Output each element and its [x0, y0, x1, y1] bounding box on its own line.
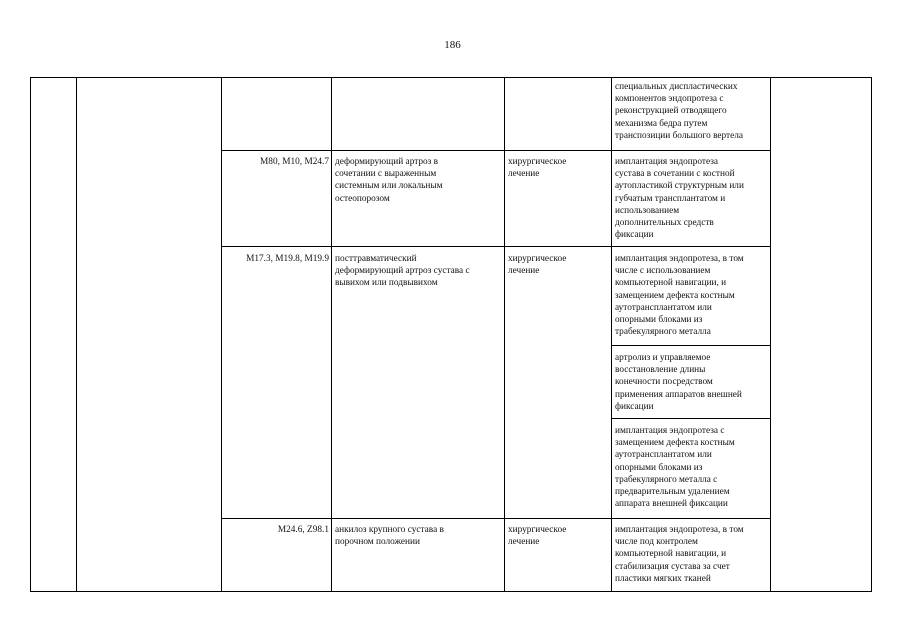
diagnosis-cell: посттравматический деформирующий артроз сустава с вывихом или подвывихом: [335, 254, 470, 289]
column-line-8: [871, 77, 872, 592]
row-separator-1: [221, 150, 771, 151]
subrow-separator-2: [611, 418, 771, 419]
column-line-5: [504, 77, 505, 592]
column-line-6: [611, 77, 612, 592]
method-cell: имплантация эндопротеза, в том числе под контролем компьютерной навигации, и стабилизация сустава за счет пластики мягких тканей: [615, 525, 744, 584]
row-separator-2: [221, 246, 771, 247]
method-cell: имплантация эндопротеза с замещением дефекта костным аутотрансплантатом или опорными блоками из трабекулярного металла с предварительным удалением аппарата внешней фиксации: [615, 426, 735, 510]
subrow-separator-1: [611, 345, 771, 346]
method-cell: артролиз и управляемое восстановление длины конечности посредством применения аппаратов внешней фиксации: [615, 353, 742, 412]
icd-codes-cell: M24.6, Z98.1: [277, 525, 329, 535]
diagnosis-cell: анкилоз крупного сустава в порочном положении: [335, 525, 444, 548]
table-bottom-border: [30, 591, 872, 592]
table-top-border: [30, 77, 872, 78]
icd-codes-cell: M80, M10, M24.7: [260, 157, 329, 167]
column-line-1: [30, 77, 31, 592]
diagnosis-cell: деформирующий артроз в сочетании с выраженным системным или локальным остеопорозом: [335, 157, 443, 204]
row-separator-3: [221, 518, 771, 519]
treatment-cell: хирургическое лечение: [508, 157, 567, 180]
treatment-cell: хирургическое лечение: [508, 254, 567, 277]
treatment-cell: хирургическое лечение: [508, 525, 567, 548]
method-cell: имплантация эндопротеза, в том числе с использованием компьютерной навигации, и замещением дефекта костным аутотрансплантатом или опорными блоками из трабекулярного металла: [615, 254, 744, 338]
column-line-2: [76, 77, 77, 592]
column-line-3: [221, 77, 222, 592]
page-number: 186: [444, 39, 461, 51]
method-cell: имплантация эндопротеза сустава в сочетании с костной аутопластикой структурным или губчатым трансплантатом и использованием дополнительных средств фиксации: [615, 157, 744, 241]
column-line-4: [331, 77, 332, 592]
icd-codes-cell: M17.3, M19.8, M19.9: [246, 254, 329, 264]
method-cell: специальных диспластических компонентов эндопротеза с реконструкцией отводящего механизма бедра путем транспозиции большого вертела: [615, 82, 744, 141]
